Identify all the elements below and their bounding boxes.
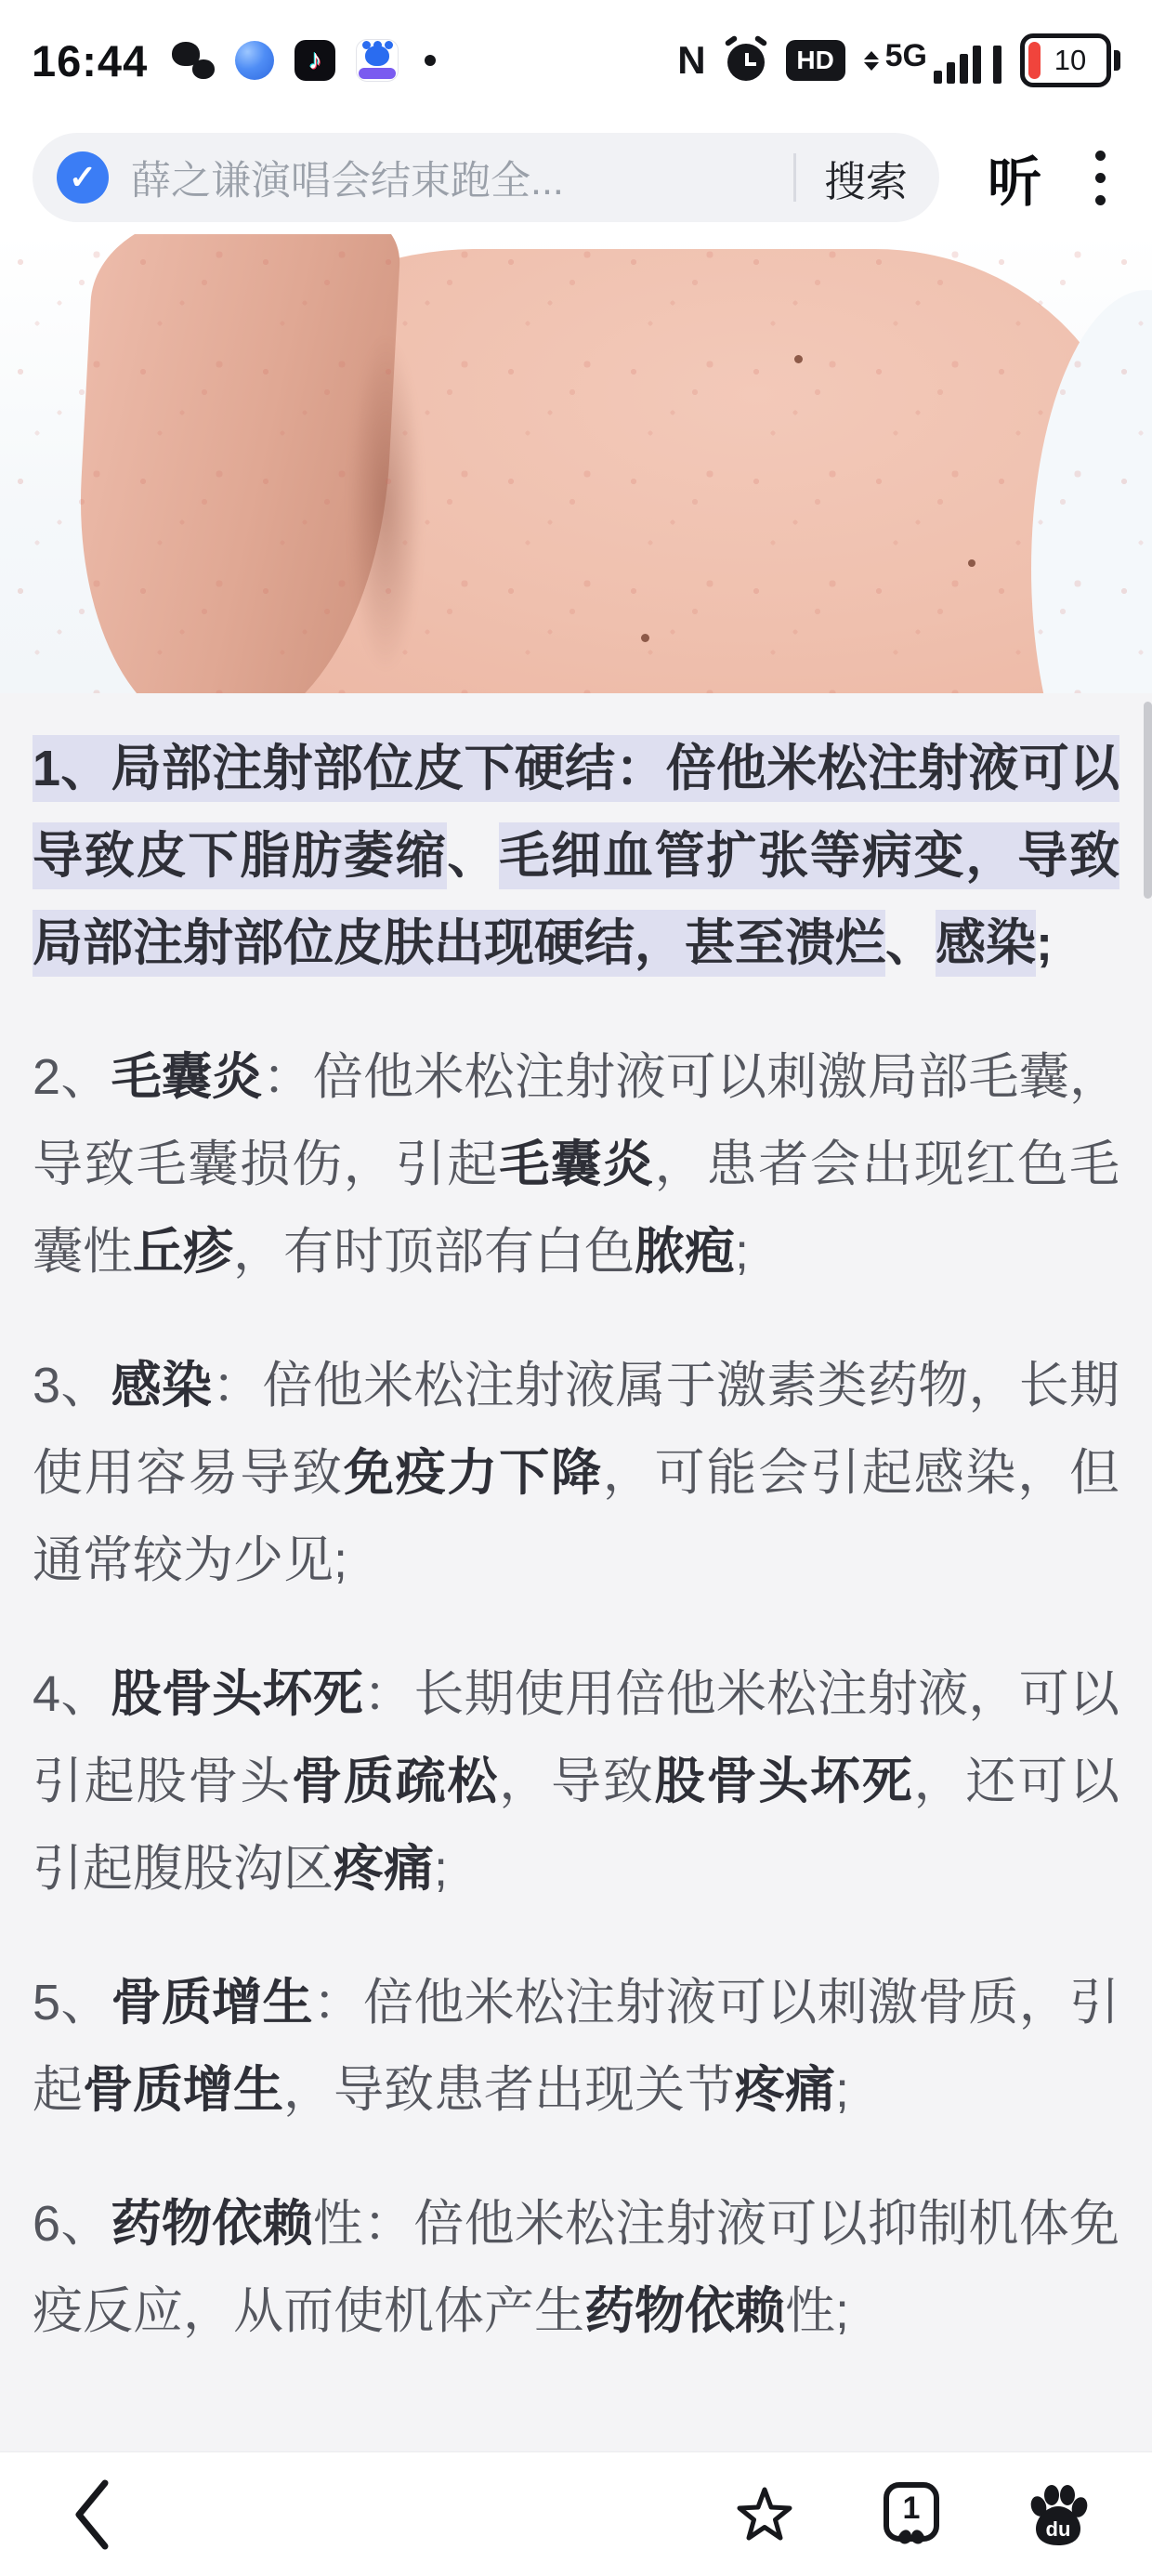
- article-image-back-rash[interactable]: [0, 234, 1152, 693]
- article-paragraphs: [0, 693, 1152, 2446]
- tabs-button[interactable]: [879, 2473, 944, 2556]
- text-run: ;: [735, 1224, 750, 1280]
- baidu-app-icon: [356, 39, 399, 82]
- browser-sphere-icon: [235, 41, 274, 80]
- search-header: [0, 121, 1152, 234]
- text-run: ;: [1036, 915, 1053, 971]
- text-run: 脓疱: [635, 1224, 735, 1280]
- douyin-icon: ♪: [295, 40, 335, 81]
- kebab-menu-icon[interactable]: [1090, 145, 1111, 211]
- back-chevron-icon: [64, 2476, 120, 2554]
- text-run: 药物依赖: [111, 2196, 313, 2252]
- text-run: 3、: [33, 1358, 111, 1413]
- text-run: ，可能会引起感染，但通常较为少见;: [33, 1445, 1120, 1588]
- paragraph: [33, 1650, 1119, 1912]
- text-run: 股骨头坏死: [654, 1754, 914, 1809]
- photo-mole: [968, 559, 975, 567]
- status-bar: [0, 0, 1152, 121]
- text-run: 骨质增生: [83, 2062, 283, 2118]
- search-button[interactable]: 搜索: [823, 157, 908, 205]
- clock-time: 16:44: [32, 35, 149, 85]
- baidu-paw-icon: [1027, 2482, 1090, 2547]
- photo-mole: [641, 634, 649, 642]
- text-run: 性：倍他米松注射液可以抑制机体免疫反应，从而使机体产生: [33, 2196, 1120, 2339]
- search-input[interactable]: [33, 133, 939, 222]
- text-run: 毛囊炎: [111, 1049, 263, 1105]
- text-run: 丘疹: [133, 1224, 233, 1280]
- scrollbar-thumb[interactable]: [1144, 702, 1152, 899]
- text-run: ，还可以引起腹股沟区: [33, 1754, 1120, 1897]
- text-run: 感染: [111, 1358, 213, 1413]
- baidu-home-button[interactable]: [1026, 2473, 1091, 2556]
- text-run: ：倍他米松注射液属于激素类药物，长期使用容易导致: [33, 1358, 1120, 1501]
- text-run: ，导致患者出现关节: [283, 2062, 735, 2118]
- favorite-button[interactable]: [732, 2473, 797, 2556]
- nfc-icon: N: [677, 38, 706, 82]
- text-run: 骨质增生: [111, 1975, 313, 2031]
- signal-5g-icon: 5G: [864, 38, 1001, 84]
- text-run: 5、: [33, 1975, 111, 2031]
- text-run: ，患者会出现红色毛囊性: [33, 1137, 1120, 1280]
- text-run: 疼痛: [334, 1841, 434, 1897]
- text-run: 1、局部注射部位皮下硬结：倍他米松注射液可以导致皮下脂肪萎缩: [33, 735, 1119, 889]
- tabs-window-icon: [881, 2481, 942, 2548]
- text-run: 股骨头坏死: [111, 1666, 364, 1722]
- svg-text:du: du: [1045, 2517, 1071, 2541]
- listen-button[interactable]: 听: [987, 152, 1041, 213]
- text-run: ，有时顶部有白色: [233, 1224, 635, 1280]
- verified-shield-check-icon: ✓: [57, 151, 109, 204]
- wechat-icon: [172, 42, 215, 79]
- status-bar-left: [32, 35, 436, 86]
- text-run: 4、: [33, 1666, 111, 1722]
- hd-icon: HD: [786, 40, 845, 81]
- text-run: 感染: [936, 910, 1036, 977]
- tab-count: 1: [902, 2490, 921, 2526]
- text-run: 2、: [33, 1049, 111, 1105]
- text-run: 免疫力下降: [343, 1445, 603, 1501]
- text-run: 骨质疏松: [292, 1754, 500, 1809]
- text-run: 毛囊炎: [499, 1137, 655, 1192]
- notification-dot: [425, 55, 436, 66]
- battery-low-icon: [1020, 33, 1120, 87]
- text-run: ：倍他米松注射液可以刺激骨质，引起: [33, 1975, 1120, 2118]
- text-run: 、: [885, 915, 936, 971]
- paragraph: [33, 1342, 1119, 1604]
- text-run: ;: [434, 1841, 449, 1897]
- paragraph: [33, 725, 1119, 987]
- text-run: 6、: [33, 2196, 111, 2252]
- search-query-text: 薛之谦演唱会结束跑全...: [131, 158, 564, 204]
- battery-percent: 10: [1054, 44, 1087, 76]
- photo-rash-texture: [0, 234, 1152, 693]
- paragraph: [33, 2180, 1119, 2355]
- text-run: 性;: [785, 2283, 850, 2339]
- text-run: ;: [835, 2062, 850, 2118]
- text-run: ，导致: [499, 1754, 655, 1809]
- paragraph: [33, 1959, 1119, 2134]
- star-favorite-icon: [734, 2484, 795, 2545]
- status-bar-right: [677, 33, 1120, 87]
- pill-divider: [793, 153, 796, 202]
- photo-mole: [794, 355, 803, 363]
- back-button[interactable]: [59, 2473, 124, 2556]
- bottom-nav-right: [732, 2473, 1091, 2556]
- notification-icons: [172, 39, 436, 82]
- text-run: 药物依赖: [584, 2283, 785, 2339]
- paragraph: [33, 1033, 1119, 1295]
- text-run: 疼痛: [735, 2062, 835, 2118]
- text-run: 、: [447, 828, 500, 884]
- text-run: ：倍他米松注射液可以刺激局部毛囊，导致毛囊损伤，引起: [33, 1049, 1120, 1192]
- text-run: ：长期使用倍他米松注射液，可以引起股骨头: [33, 1666, 1119, 1809]
- text-run: 毛细血管扩张等病变，导致局部注射部位皮肤出现硬结，甚至溃烂: [33, 822, 1119, 977]
- alarm-clock-icon: [725, 39, 767, 82]
- bottom-nav: [0, 2451, 1152, 2576]
